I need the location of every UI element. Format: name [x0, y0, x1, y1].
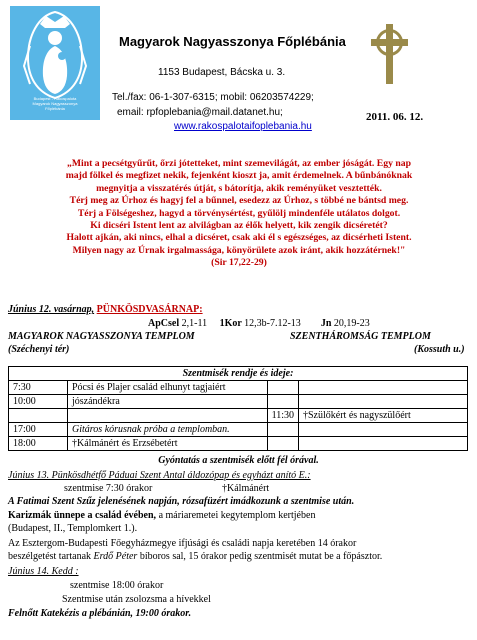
mass-time-right: [267, 423, 298, 437]
mass-intention-right: [299, 437, 468, 451]
quote-line: Térj a Fölségeshez, hagyd a törvénysértést, gyűlölj mindenféle utálatos dolgot.: [77, 207, 401, 219]
mass-time: 18:00: [9, 437, 68, 451]
readings: [148, 318, 370, 329]
mass-schedule-table: [8, 366, 468, 451]
reading-label: 1Kor: [219, 318, 242, 329]
website-link[interactable]: www.rakospalotaifoplebania.hu: [174, 121, 312, 132]
mass-intention-right: [299, 381, 468, 395]
church-right-location: (Kossuth u.): [414, 344, 465, 355]
reading-ref: 20,19-23: [333, 318, 370, 329]
logo-line-2: Magyarok Nagyasszonya: [32, 101, 78, 106]
table-row: [9, 381, 468, 395]
logo-line-1: Budapest - Rákospalota: [33, 96, 77, 101]
reading-ref: 2,1-11: [181, 318, 208, 329]
mass-time-right: [267, 437, 298, 451]
feast-name: PÜNKÖSDVASÁRNAP:: [96, 304, 203, 315]
table-row: [9, 395, 468, 409]
reading-ref: 12,3b-7.12-13: [244, 318, 301, 329]
scripture-quote: [16, 158, 462, 270]
mass-intention-right: [299, 423, 468, 437]
sunday-heading: [8, 304, 203, 315]
celtic-cross-icon: [367, 22, 412, 86]
quote-line: Ki dicséri Istent lent az alvilágban az élők helyett, kik zengik dicséretét?: [90, 220, 388, 232]
phone-line: Tel./fax: 06-1-307-6315; mobil: 06203574229;: [112, 92, 314, 103]
mass-time: [9, 409, 68, 423]
june14-after-mass: Szentmise után zsolozsma a hívekkel: [62, 594, 211, 605]
mass-time: 7:30: [9, 381, 68, 395]
mass-time-right: [267, 381, 298, 395]
esztergom-line-2: [8, 551, 382, 562]
karizmak-location: (Budapest, II., Templomkert 1.).: [8, 523, 138, 534]
address: 1153 Budapest, Bácska u. 3.: [158, 67, 286, 78]
june13-intention: †Kálmánért: [222, 483, 270, 494]
table-row: [9, 367, 468, 381]
mass-intention: jószándékra: [68, 395, 268, 409]
katekezis-note: Felnőtt Katekézis a plébánián, 19:00 órakor.: [8, 608, 192, 619]
karizmak-title: Karizmák ünnepe a család évében,: [8, 510, 157, 521]
table-row: [9, 423, 468, 437]
table-row: [9, 409, 468, 423]
confession-note: Gyóntatás a szentmisék előtt fél órával.: [158, 455, 319, 466]
mass-intention: Pócsi és Plajer család elhunyt tagjaiért: [68, 381, 268, 395]
quote-line: Térj meg az Úrhoz és hagyj fel a bűnnel, esedezz az Úrhoz, s többé ne bántsd meg.: [69, 195, 409, 207]
karizmak-note: [8, 510, 315, 521]
schedule-title: Szentmisék rendje és ideje:: [9, 367, 468, 381]
reading-label: ApCsel: [148, 318, 180, 329]
church-left-location: (Széchenyi tér): [8, 344, 70, 355]
email-line: email: rpfoplebania@mail.datanet.hu;: [117, 107, 283, 118]
table-row: [9, 437, 468, 451]
mass-intention-right: †Szülőkért és nagyszülőért: [299, 409, 468, 423]
logo-line-3: Főplébánia: [45, 106, 65, 111]
june14-mass: szentmise 18:00 órakor: [70, 580, 164, 591]
quote-reference: (Sir 17,22-29): [211, 257, 267, 269]
church-name: Magyarok Nagyasszonya Főplébánia: [119, 34, 346, 49]
logo-caption: [10, 96, 100, 111]
quote-line: Milyen nagy az Úrnak irgalmassága, könyörülete azok iránt, akik hozzátérnek!": [72, 244, 406, 256]
cardinal-name: Erdő Péter: [93, 551, 138, 562]
mass-time-right: 11:30: [267, 409, 298, 423]
karizmak-text: a máriaremetei kegytemplom kertjében: [156, 510, 316, 521]
mass-time-right: [267, 395, 298, 409]
fatima-note: A Fatimai Szent Szűz jelenésének napján, rózsafüzért imádkozunk a szentmise után.: [8, 496, 355, 507]
quote-line: Halott ajkán, aki nincs, elhal a dicséret, csak aki él s egészséges, az dicsérheti Istent.: [66, 232, 412, 244]
mass-intention-right: [299, 395, 468, 409]
mass-intention: †Kálmánért és Erzsébetért: [68, 437, 268, 451]
june13-mass: szentmise 7:30 órakor: [64, 483, 153, 494]
quote-line: megnyitja a visszatérés útját, s bátorítja, akik reményüket vesztették.: [96, 182, 382, 194]
reading-label: Jn: [320, 318, 332, 329]
mass-time: 17:00: [9, 423, 68, 437]
june13-heading: Június 13. Pünkösdhétfő Páduai Szent Antal áldozópap és egyházt anító E.:: [8, 470, 311, 481]
esztergom-text: bíboros sal, 15 órakor pedig szentmisét mutat be a főpásztor.: [137, 551, 383, 562]
mass-intention: [68, 409, 268, 423]
june14-heading: Június 14. Kedd :: [8, 566, 79, 577]
church-right-name: SZENTHÁROMSÁG TEMPLOM: [290, 331, 431, 342]
mass-time: 10:00: [9, 395, 68, 409]
church-left-name: MAGYAROK NAGYASSZONYA TEMPLOM: [8, 331, 195, 342]
quote-line: majd fölkel és megfizet nekik, fejenként kioszt ja, amit érdemelnek. A bűnbánóknak: [65, 170, 413, 182]
esztergom-text: beszélgetést tartanak: [8, 551, 94, 562]
bulletin-date: 2011. 06. 12.: [366, 111, 424, 123]
quote-line: „Mint a pecsétgyűrűt, őrzi jótetteket, mint szemevilágát, az ember jóságát. Egy nap: [67, 158, 411, 169]
sunday-date: Június 12. vasárnap,: [8, 304, 95, 315]
esztergom-line-1: Az Esztergom-Budapesti Főegyházmegye ifjúsági és családi napja keretében 14 órakor: [8, 538, 357, 549]
mass-intention: Gitáros kórusnak próba a templomban.: [68, 423, 268, 437]
